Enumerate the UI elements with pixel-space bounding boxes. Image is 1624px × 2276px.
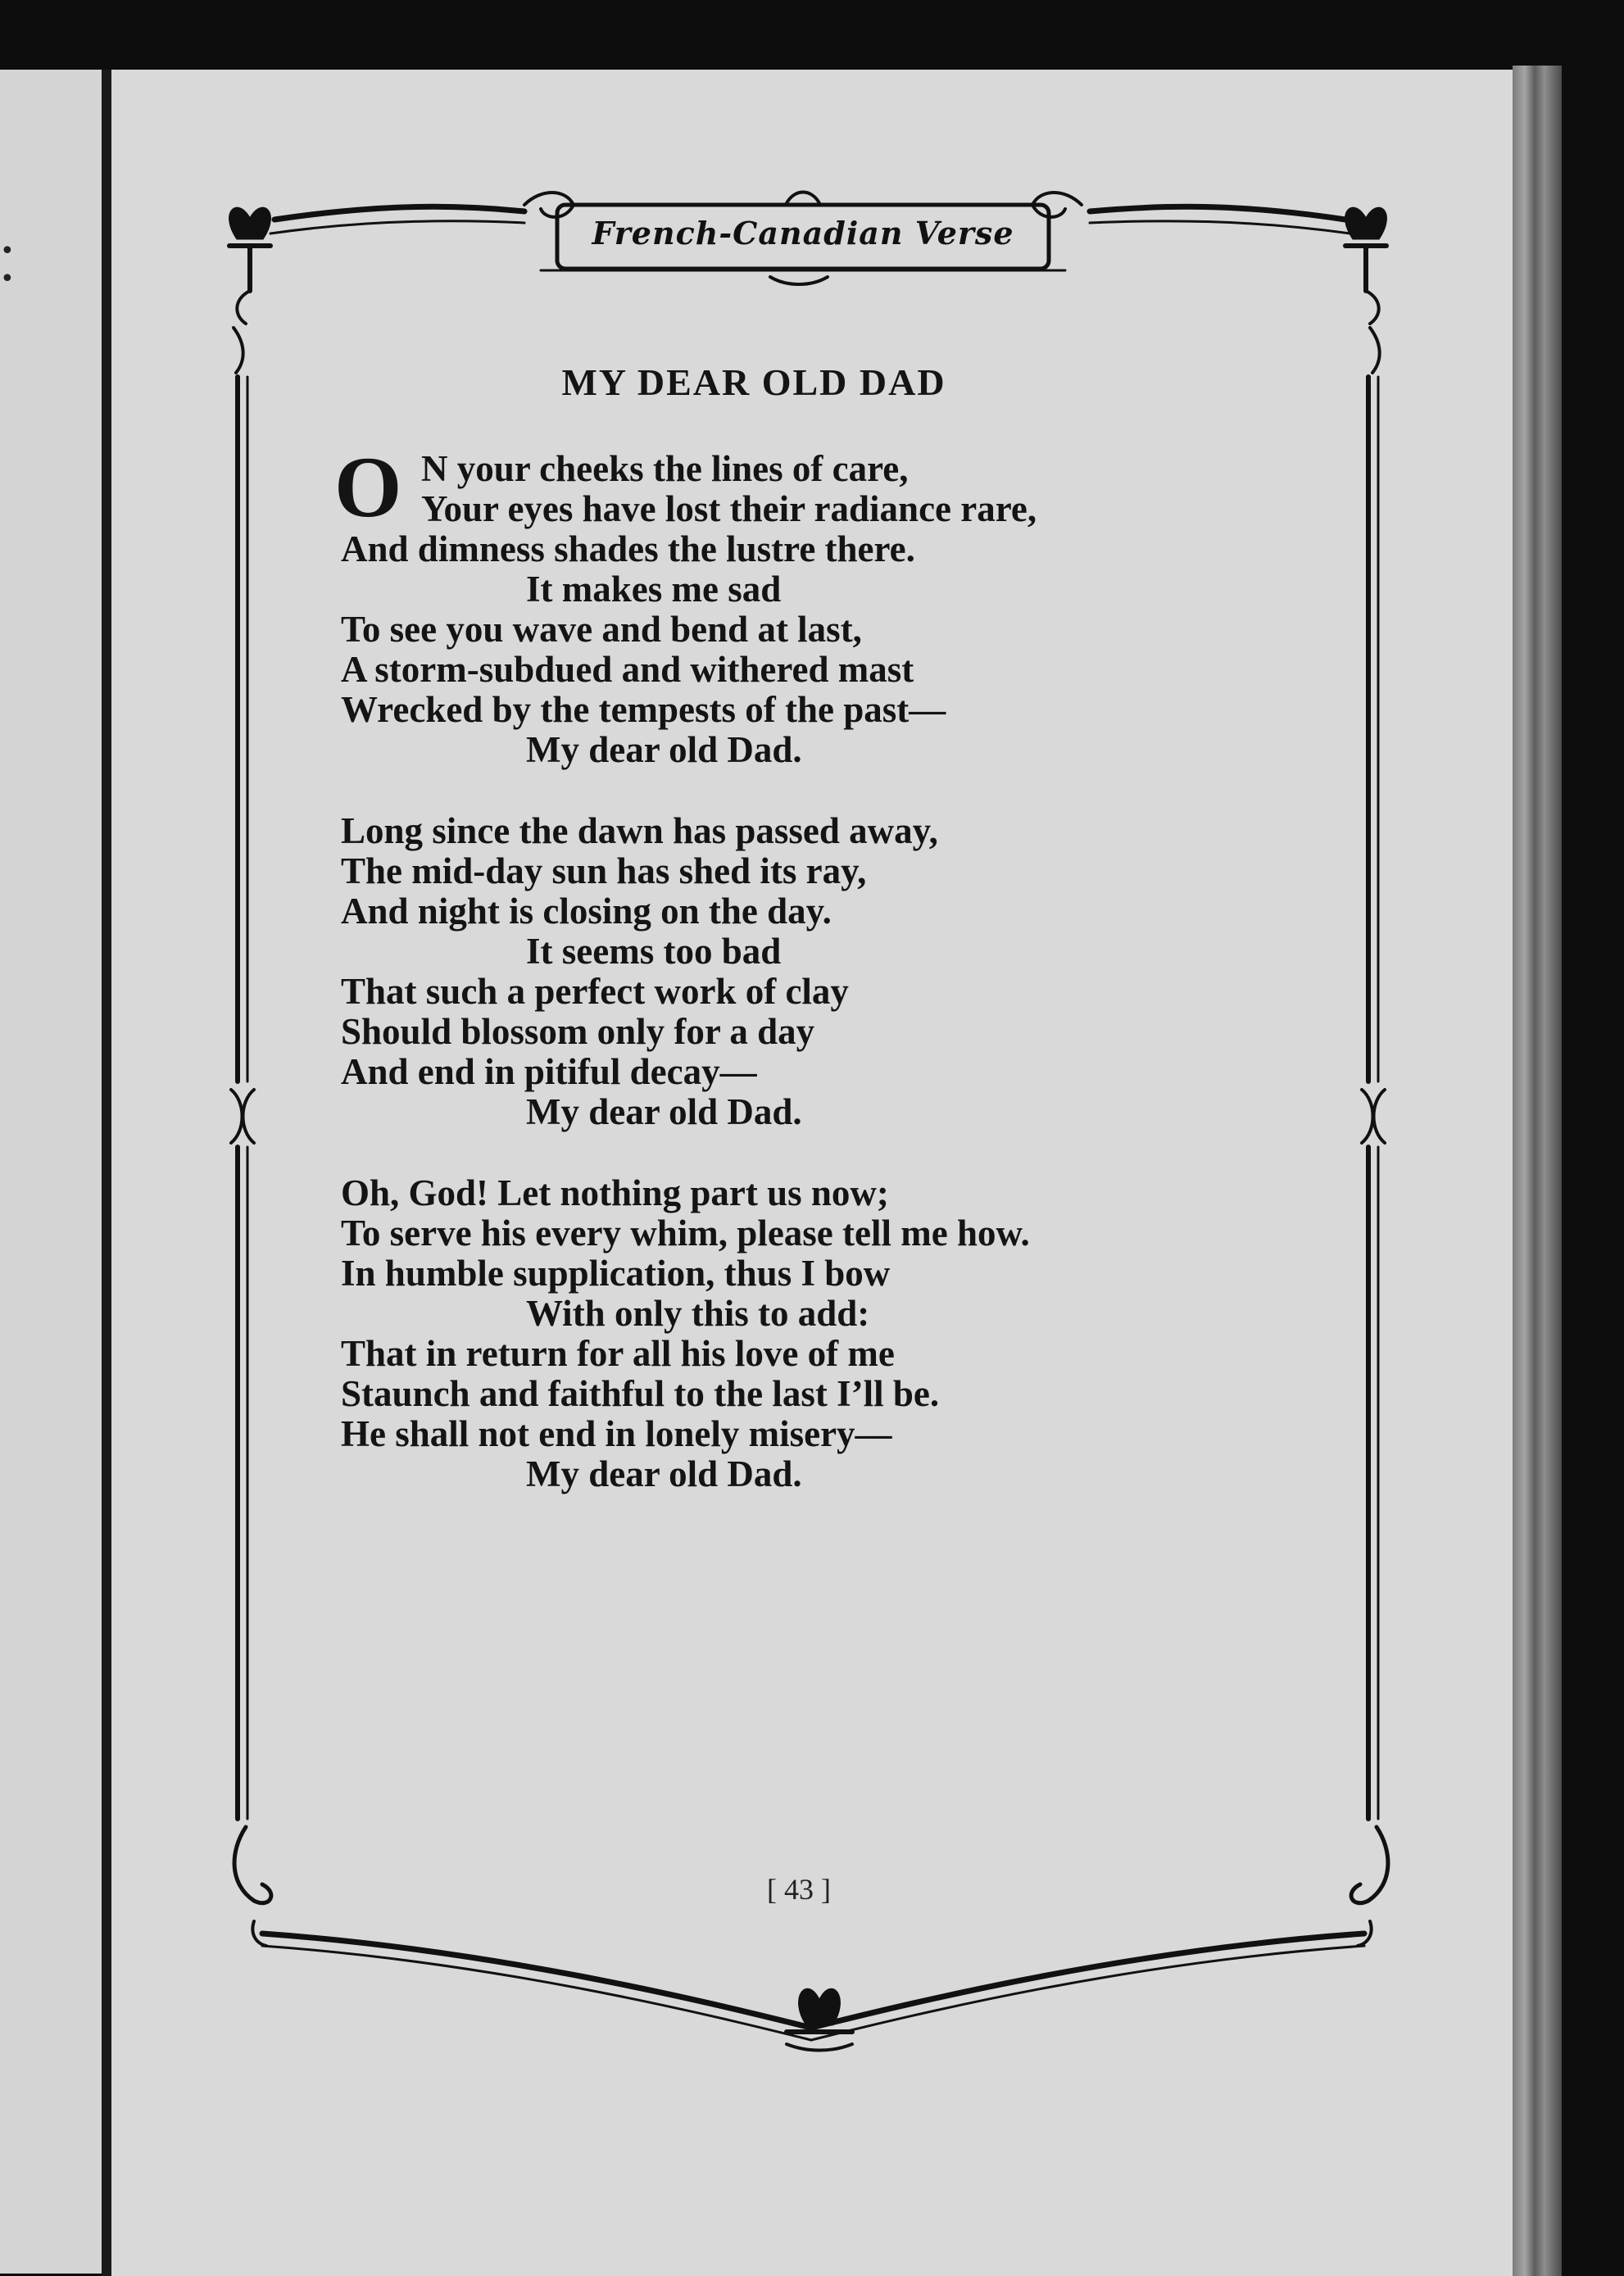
poem-line: It seems too bad [526, 931, 782, 972]
poem-line: And dimness shades the lustre there. [341, 528, 915, 569]
poem-line: That in return for all his love of me [341, 1333, 895, 1374]
poem-line: It makes me sad [526, 569, 782, 610]
stanza-gap [341, 770, 1226, 811]
poem-line: That such a perfect work of clay [341, 971, 849, 1012]
poem-line: With only this to add: [526, 1293, 870, 1334]
poem-line-text: N your cheeks the lines of care, [421, 448, 909, 489]
stanza-gap [341, 1132, 1226, 1173]
poem-line: And night is closing on the day. [341, 891, 832, 932]
poem-line: The mid-day sun has shed its ray, [341, 850, 867, 891]
poem-line: To see you wave and bend at last, [341, 609, 862, 650]
page-number: [ 43 ] [767, 1873, 831, 1906]
poem-line: Staunch and faithful to the last I’ll be. [341, 1373, 940, 1414]
poem-line: He shall not end in lonely misery–– [341, 1413, 892, 1454]
poem-body [334, 439, 1226, 1494]
drop-cap: O [334, 439, 402, 535]
stanza-1 [334, 439, 1226, 770]
poem-line: In humble supplication, thus I bow [341, 1253, 891, 1294]
poem-line: And end in pitiful decay— [341, 1051, 757, 1092]
poem-line: Long since the dawn has passed away, [341, 810, 938, 851]
stanza-3 [341, 1173, 1226, 1494]
poem-line: A storm-subdued and withered mast [341, 649, 914, 690]
running-head: French-Canadian Verse [592, 215, 1014, 252]
poem-line: Should blossom only for a day [341, 1011, 815, 1052]
facing-page-marks: • • [0, 237, 15, 293]
poem-refrain: My dear old Dad. [526, 1453, 802, 1494]
stanza-2 [341, 811, 1226, 1132]
poem-refrain: My dear old Dad. [526, 1091, 802, 1132]
poem-line: To serve his every whim, please tell me how. [341, 1213, 1030, 1254]
poem-refrain: My dear old Dad. [526, 729, 802, 770]
poem-title: MY DEAR OLD DAD [561, 361, 946, 403]
poem-line: Oh, God! Let nothing part us now; [341, 1172, 889, 1213]
poem-line: Your eyes have lost their radiance rare, [421, 488, 1037, 529]
poem-line: Wrecked by the tempests of the past— [341, 689, 946, 730]
